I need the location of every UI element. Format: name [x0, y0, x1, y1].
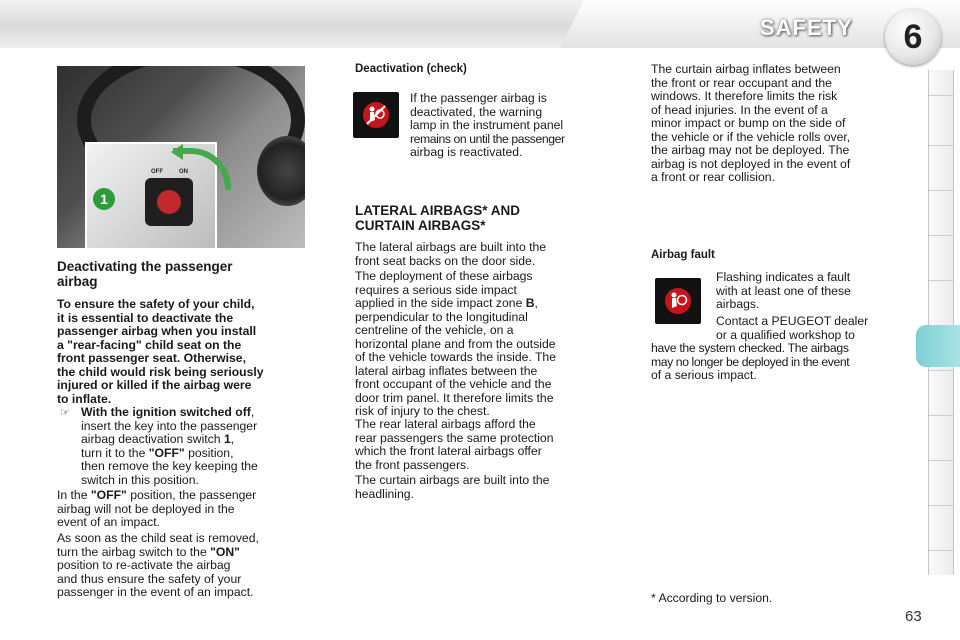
para-line: the airbag may not be deployed. The: [651, 143, 850, 157]
version-footnote: * According to version.: [651, 591, 773, 605]
para-line: airbag will not be deployed in the: [57, 501, 235, 516]
warning-line: it is essential to deactivate the: [57, 310, 234, 325]
para-line: [57, 546, 307, 560]
para-line: The deployment of these airbags: [355, 269, 533, 283]
switch-knob: [157, 190, 181, 214]
para-line: passenger in the event of an impact.: [57, 585, 254, 599]
bullet-text: ,: [230, 432, 235, 446]
off-position-paragraph: [57, 489, 307, 530]
warning-line: a "rear-facing" child seat on the: [57, 337, 242, 352]
warning-line: injured or killed if the airbag were: [57, 378, 252, 392]
airbag-fault-icon: [664, 287, 692, 315]
para-line: the front or rear occupant and the: [651, 75, 832, 90]
para-line: a front or rear collision.: [651, 170, 775, 184]
bullet-bold: With the ignition switched off: [81, 405, 251, 419]
para-line: the front passengers.: [355, 457, 470, 472]
tab-divider: [929, 550, 953, 551]
passenger-airbag-off-lamp: [353, 92, 399, 138]
bullet-line: [81, 406, 307, 420]
bullet-pointer-icon: ☞: [60, 407, 70, 419]
warning-line: the child would risk being seriously: [57, 364, 264, 379]
airbag-switch-inset: [85, 142, 217, 248]
para-text: In the: [57, 488, 91, 502]
switch-off-label: OFF: [151, 169, 163, 175]
para-line: deactivated, the warning: [410, 104, 543, 119]
chapter-tab-strip[interactable]: [928, 70, 954, 575]
para-line: risk of injury to the chest.: [355, 404, 490, 418]
para-line: may no longer be deployed in the event: [651, 354, 850, 369]
para-line: which the front lateral airbags offer: [355, 444, 542, 458]
warning-line: To ensure the safety of your child,: [57, 297, 255, 311]
para-line: rear passengers the same protection: [355, 430, 554, 445]
air-vent-shape: [257, 136, 305, 206]
bullet-text: ,: [250, 405, 255, 419]
heading-line: airbag: [57, 274, 98, 289]
para-line: The curtain airbag inflates between: [651, 62, 841, 76]
airbag-fault-heading: Airbag fault: [651, 249, 715, 261]
chapter-number-badge[interactable]: 6: [885, 9, 941, 65]
bullet-text: position,: [184, 445, 234, 460]
para-line: front seat backs on the door side.: [355, 253, 536, 268]
para-line: event of an impact.: [57, 515, 160, 529]
tab-divider: [929, 280, 953, 281]
para-line: [57, 489, 307, 503]
para-line: horizontal plane and from the outside: [355, 336, 556, 351]
dashboard-photo: [57, 66, 305, 248]
ignition-bullet: [81, 406, 307, 487]
bullet-text: airbag deactivation switch: [81, 432, 224, 446]
heading-line: CURTAIN AIRBAGS*: [355, 218, 486, 233]
warning-line: passenger airbag when you install: [57, 324, 257, 338]
para-line: The lateral airbags are built into the: [355, 240, 547, 254]
para-line: have the system checked. The airbags: [651, 341, 849, 355]
para-line: remains on until the passenger: [410, 131, 565, 146]
para-line: Flashing indicates a fault: [716, 270, 851, 284]
para-line: The curtain airbags are built into the: [355, 473, 550, 487]
zone-b-ref: B: [525, 296, 535, 310]
bullet-text: turn it to the: [81, 445, 149, 460]
deactivation-check-heading: Deactivation (check): [355, 63, 467, 75]
para-line: airbag is not deployed in the event of: [651, 156, 851, 171]
para-line: door trim panel. It therefore limits the: [355, 390, 554, 405]
tab-divider: [929, 145, 953, 146]
para-line: lamp in the instrument panel: [410, 118, 564, 132]
para-line: headlining.: [355, 486, 414, 501]
para-line: [355, 297, 605, 311]
para-line: perpendicular to the longitudinal: [355, 309, 528, 324]
page-number: 63: [905, 608, 922, 625]
tab-divider: [929, 415, 953, 416]
para-line: requires a serious side impact: [355, 282, 517, 297]
para-text: turn the airbag switch to the: [57, 544, 211, 559]
para-line: position to re-activate the airbag: [57, 558, 231, 572]
heading-line: LATERAL AIRBAGS* AND: [355, 203, 520, 218]
bullet-line: [81, 447, 307, 461]
para-line: windows. It therefore limits the risk: [651, 89, 838, 103]
para-line: airbags.: [716, 297, 760, 311]
para-line: with at least one of these: [716, 283, 851, 298]
bullet-line: insert the key into the passenger: [81, 418, 258, 433]
deactivation-check-text: [410, 92, 605, 160]
child-seat-warning: [57, 298, 307, 406]
callout-number-1: 1: [93, 188, 115, 210]
para-line: If the passenger airbag is: [410, 91, 547, 105]
deactivating-heading: [57, 259, 307, 289]
para-line: minor impact or bump on the side of: [651, 116, 846, 130]
para-text: ,: [534, 296, 538, 310]
warning-line: front passenger seat. Otherwise,: [57, 351, 246, 365]
off-ref: "OFF": [148, 445, 185, 460]
tab-divider: [929, 95, 953, 96]
on-ref: "ON": [210, 544, 240, 559]
tab-divider: [929, 235, 953, 236]
para-line: front occupant of the vehicle and the: [355, 377, 552, 391]
lateral-airbags-heading: [355, 203, 605, 233]
bullet-line: switch in this position.: [81, 472, 199, 487]
para-line: of the vehicle towards the inside. The: [355, 350, 556, 364]
para-line: of head injuries. In the event of a: [651, 102, 828, 117]
warning-line: to inflate.: [57, 391, 112, 406]
tab-divider: [929, 505, 953, 506]
para-text: position, the passenger: [126, 488, 257, 502]
switch-on-label: ON: [179, 169, 188, 175]
heading-line: Deactivating the passenger: [57, 259, 233, 274]
para-line: or a qualified workshop to: [716, 327, 855, 342]
fault-flash-text: [716, 271, 904, 312]
para-line: the vehicle or if the vehicle rolls over,: [651, 129, 851, 144]
para-line: Contact a PEUGEOT dealer: [716, 314, 869, 328]
lateral-p3: [355, 418, 605, 472]
on-position-paragraph: [57, 532, 307, 600]
para-line: centreline of the vehicle, on a: [355, 323, 514, 337]
para-line: airbag is reactivated.: [410, 145, 523, 159]
tab-divider: [929, 190, 953, 191]
lateral-p4: [355, 474, 605, 501]
para-line: of a serious impact.: [651, 368, 757, 382]
tab-divider: [929, 370, 953, 371]
off-ref: "OFF": [90, 488, 127, 502]
curtain-airbag-paragraph: [651, 63, 904, 185]
para-line: and thus ensure the safety of your: [57, 571, 242, 586]
bullet-line: then remove the key keeping the: [81, 459, 258, 473]
contact-dealer-text: [651, 315, 904, 383]
section-title: SAFETY: [760, 15, 853, 40]
tab-divider: [929, 460, 953, 461]
para-line: As soon as the child seat is removed,: [57, 531, 259, 545]
bullet-line: [81, 433, 307, 447]
para-text: applied in the side impact zone: [355, 296, 526, 310]
airbag-off-icon: [362, 101, 390, 129]
para-line: The rear lateral airbags afford the: [355, 417, 536, 431]
para-line: lateral airbag inflates between the: [355, 363, 538, 378]
lateral-p1: [355, 241, 605, 268]
lateral-p2: [355, 270, 605, 419]
switch-number-ref: 1: [223, 432, 231, 446]
active-chapter-tab[interactable]: [916, 325, 960, 367]
